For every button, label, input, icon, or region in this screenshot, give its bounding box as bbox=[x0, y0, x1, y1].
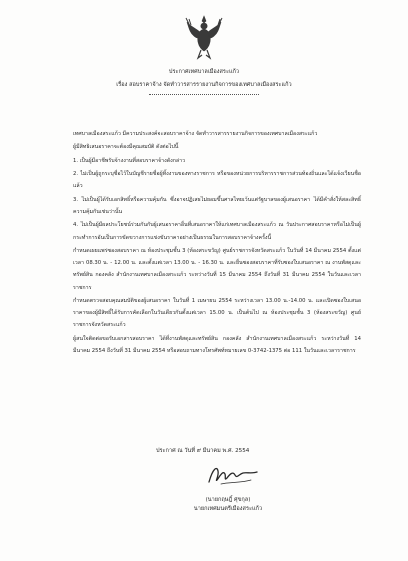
intro-paragraph: เทศบาลเมืองสระแก้ว มีความประสงค์จะสอบราคาจ้าง จัดทำวารสารรายงานกิจการของเทศบาลเมืองสระแก้ว bbox=[73, 131, 318, 137]
opening-schedule-paragraph: กำหนดตรวจสอบคุณสมบัติของผู้เสนอราคา ในวันที่ 1 เมษายน 2554 ระหว่างเวลา 13.00 น.-14.00 น. และเปิดซองใบเสนอราคาของผู้มีสิทธิ์ได้รับการคัดเลือกในวันเดียวกันตั้งแต่เวลา 15.00 น. เป็นต้นไป ณ ห้องประชุมชั้น 3 (ห้องสระขวัญ) ศูนย์ราชการจังหวัดสระแก้ว bbox=[73, 297, 361, 329]
announcement-heading bbox=[0, 67, 408, 95]
announcement-date: ประกาศ ณ วันที่ ๙ มีนาคม พ.ศ. 2554 bbox=[156, 448, 250, 454]
garuda-emblem-icon bbox=[185, 14, 223, 60]
signer-title: นายกเทศมนตรีเมืองสระแก้ว bbox=[193, 506, 263, 512]
divider-line bbox=[149, 91, 259, 95]
qualification-item-1: 1. เป็นผู้มีอาชีพรับจ้างงานที่สอบราคาจ้างดังกล่าว bbox=[73, 157, 186, 164]
qualification-item-4: 4. ไม่เป็นผู้มีผลประโยชน์ร่วมกันกับผู้เสนอราคาอื่นที่เสนอราคาให้แก่เทศบาลเมืองสระแก้ว ณ วันประกาศสอบราคาหรือไม่เป็นผู้กระทำการอันเป็นการขัดขวางการแข่งขันราคาอย่างเป็นธรรมในการสอบราคาจ้างครั้งนี้ bbox=[73, 222, 361, 241]
signer-block bbox=[0, 496, 408, 514]
organization-title: ประกาศเทศบาลเมืองสระแก้ว bbox=[168, 69, 240, 75]
qualifications-title: ผู้มีสิทธิเสนอราคาจะต้องมีคุณสมบัติ ดังต่อไปนี้ bbox=[73, 144, 179, 151]
subject-line: เรื่อง สอบราคาจ้าง จัดทำวารสารรายงานกิจการของเทศบาลเมืองสระแก้ว bbox=[116, 82, 292, 88]
sale-schedule-paragraph: กำหนดเผยแพร่ซองสอบราคา ณ ห้องประชุมชั้น 3 (ห้องสระขวัญ) ศูนย์ราชการจังหวัดสระแก้ว ในวันที่ 14 มีนาคม 2554 ตั้งแต่เวลา 08.30 น. - 12.00 น. และตั้งแต่เวลา 13.00 น. - 16.30 น. และยื่นซองสอบราคาที่รับซองใบเสนอราคา ณ งานพัสดุและทรัพย์สิน กองคลัง สำนักงานเทศบาลเมืองสระแก้ว ระหว่างวันที่ 15 มีนาคม 2554 ถึงวันที่ 31 มีนาคม 2554 ในวันและเวลาราชการ bbox=[73, 247, 361, 291]
signer-name: (นายกฤษฎิ์ ศุขกุล) bbox=[205, 497, 251, 503]
announcement-body bbox=[51, 128, 361, 358]
qualification-item-2: 2. ไม่เป็นผู้ถูกระบุชื่อไว้ในบัญชีรายชื่อผู้ทิ้งงานของทางราชการ หรือของหน่วยการบริหารราชการส่วนท้องถิ่นและได้แจ้งเวียนชื่อแล้ว bbox=[73, 171, 361, 190]
contact-paragraph: ผู้สนใจติดต่อขอรับเอกสารสอบราคา ได้ที่งานพัสดุและทรัพย์สิน กองคลัง สำนักงานเทศบาลเมืองสระแก้ว ระหว่างวันที่ 14 มีนาคม 2554 ถึงวันที่ 31 มีนาคม 2554 หรือสอบถามทางโทรศัพท์หมายเลข 0-3742-1375 ต่อ 111 ในวันและเวลาราชการ bbox=[73, 335, 361, 354]
qualification-item-3: 3. ไม่เป็นผู้ได้รับเอกสิทธิ์หรือความคุ้มกัน ซึ่งอาจปฏิเสธไม่ยอมขึ้นศาลไทยเว้นแต่รัฐบาลของผู้เสนอราคา ได้มีคำสั่งให้สละสิทธิ์ความคุ้มกันเช่นว่านั้น bbox=[73, 196, 361, 215]
signature-icon bbox=[203, 462, 263, 490]
